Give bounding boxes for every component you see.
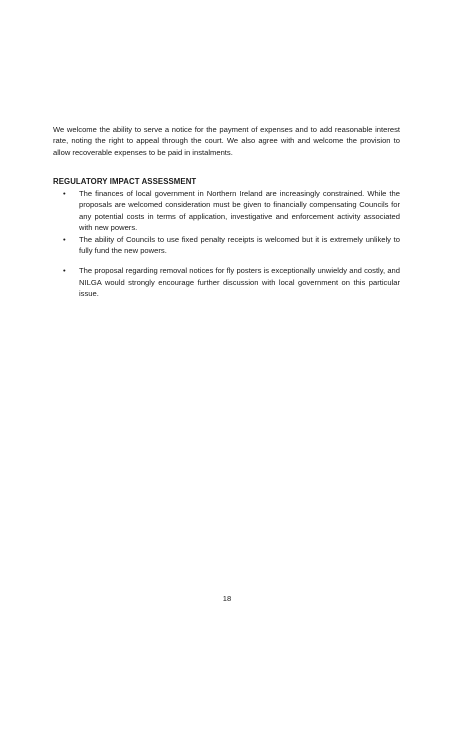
bullet-icon: • (63, 266, 66, 276)
bullet-list (53, 188, 400, 300)
section-heading: REGULATORY IMPACT ASSESSMENT (53, 177, 197, 186)
bullet-text: The ability of Councils to use fixed penalty receipts is welcomed but it is extremely unlikely to fully fund the new powers. (79, 234, 400, 256)
bullet-icon: • (63, 234, 66, 244)
bullet-text: The finances of local government in Northern Ireland are increasingly constrained. While the proposals are welcomed consideration must be given to financially compensating Councils for any potential costs in terms of application, investigative and enforcement activity associated with new powers. (79, 189, 400, 233)
list-item (53, 265, 400, 299)
list-item (53, 188, 400, 234)
page-number: 18 (222, 594, 232, 603)
bullet-icon: • (63, 189, 66, 198)
intro-paragraph: We welcome the ability to serve a notice for the payment of expenses and to add reasonable interest rate, noting the right to appeal through the court. We also agree with and welcome the provision to allow recoverable expenses to be paid in instalments. (53, 125, 400, 157)
list-item (53, 234, 400, 257)
bullet-text: The proposal regarding removal notices for fly posters is exceptionally unwieldy and costly, and NILGA would strongly encourage further discussion with local government on this particular issue. (79, 266, 400, 299)
